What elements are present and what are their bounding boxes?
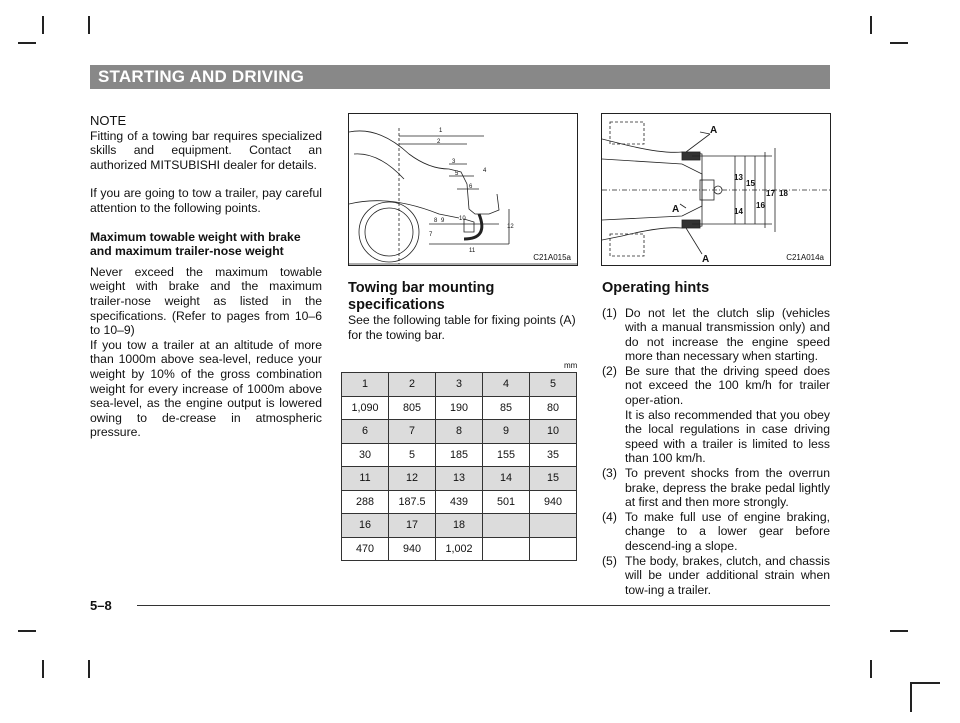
top-view-figure <box>601 113 831 266</box>
crop-mark <box>42 16 44 34</box>
dimension-label: 15 <box>746 179 755 188</box>
intro-text: If you are going to tow a trailer, pay careful attention to the following points. <box>90 186 322 215</box>
list-item: (4) To make full use of engine braking, change to a lower gear before descend-ing a slope. <box>602 509 830 553</box>
column-right <box>602 280 830 597</box>
table-cell: 155 <box>483 443 530 467</box>
dimension-label: 7 <box>429 232 433 238</box>
table-cell: 940 <box>530 490 577 514</box>
table-cell: 35 <box>530 443 577 467</box>
table-row <box>342 537 577 561</box>
section-heading: Maximum towable weight with brake and maximum trailer-nose weight <box>90 229 301 259</box>
dimension-label: 12 <box>507 224 514 230</box>
table-header-row <box>342 420 577 444</box>
table-cell <box>530 514 577 538</box>
table-header-row <box>342 467 577 491</box>
dimension-label: 18 <box>779 189 788 198</box>
dimension-label: 5 <box>455 171 459 177</box>
table-cell: 187.5 <box>389 490 436 514</box>
list-item: (1) Do not let the clutch slip (vehicles with a manual transmission only) and do not increase the engine speed more than necessary when starting. <box>602 305 830 364</box>
dimension-label: 1 <box>439 128 443 134</box>
fixing-point-label: A <box>672 204 680 215</box>
crop-mark <box>18 42 36 44</box>
table-cell: 288 <box>342 490 389 514</box>
table-cell: 190 <box>436 396 483 420</box>
side-view-figure <box>348 113 578 266</box>
column-left <box>90 114 322 440</box>
table-cell: 17 <box>389 514 436 538</box>
table-cell: 1,002 <box>436 537 483 561</box>
side-view-diagram <box>349 114 577 265</box>
table-cell: 1 <box>342 373 389 397</box>
note-label: NOTE <box>90 113 127 128</box>
fixing-point-label: A <box>702 254 710 265</box>
dimension-label: 2 <box>437 139 441 145</box>
table-cell: 439 <box>436 490 483 514</box>
crop-mark <box>42 660 44 678</box>
table-cell: 12 <box>389 467 436 491</box>
table-cell: 14 <box>483 467 530 491</box>
figure-code: C21A014a <box>786 253 824 262</box>
section-heading: Operating hints <box>602 280 710 296</box>
list-item: (5) The body, brakes, clutch, and chassis will be under additional strain when tow-ing a trailer. <box>602 553 830 597</box>
paragraph: See the following table for fixing points (A) for the towing bar. <box>348 313 576 342</box>
dimension-label: 14 <box>734 207 743 216</box>
dimension-label: 11 <box>469 248 476 254</box>
table-cell: 8 <box>436 420 483 444</box>
dimension-label: 6 <box>469 184 473 190</box>
list-item: (3) To prevent shocks from the overrun brake, depress the brake pedal lightly at first and then more strongly. <box>602 466 830 510</box>
table-cell: 80 <box>530 396 577 420</box>
table-cell: 2 <box>389 373 436 397</box>
table-row <box>342 490 577 514</box>
table-cell: 501 <box>483 490 530 514</box>
dimension-label: 8 <box>434 218 438 224</box>
fixing-point-label: A <box>710 125 718 136</box>
table-cell: 5 <box>530 373 577 397</box>
table-cell: 16 <box>342 514 389 538</box>
dimension-label: 16 <box>756 201 765 210</box>
dimension-label: 17 <box>766 189 775 198</box>
spec-table <box>341 372 577 561</box>
table-header-row <box>342 514 577 538</box>
table-header-row <box>342 373 577 397</box>
table-cell: 1,090 <box>342 396 389 420</box>
list-item: (2) Be sure that the driving speed does not exceed the 100 km/h for trailer oper-ation. It is also recommended that you obey the local regulations in case driving speed with a trailer is limited to less than 100 km/h. <box>602 363 830 466</box>
table-cell: 4 <box>483 373 530 397</box>
dimension-label: 3 <box>452 159 456 165</box>
footer-rule <box>137 605 830 606</box>
table-cell: 5 <box>389 443 436 467</box>
table-cell: 6 <box>342 420 389 444</box>
crop-mark <box>18 630 36 632</box>
table-cell: 85 <box>483 396 530 420</box>
crop-mark <box>910 682 940 684</box>
table-cell: 940 <box>389 537 436 561</box>
crop-mark <box>88 16 90 34</box>
table-cell: 18 <box>436 514 483 538</box>
table-row <box>342 396 577 420</box>
crop-mark <box>870 660 872 678</box>
dimension-label: 13 <box>734 173 743 182</box>
crop-mark <box>88 660 90 678</box>
crop-mark <box>890 42 908 44</box>
table-cell: 185 <box>436 443 483 467</box>
dimension-label: 9 <box>441 218 445 224</box>
note-text: Fitting of a towing bar requires specialized skills and equipment. Contact an authorized MITSUBISHI dealer for details. <box>90 128 322 172</box>
table-cell <box>483 514 530 538</box>
table-cell: 3 <box>436 373 483 397</box>
table-cell <box>530 537 577 561</box>
table-cell: 805 <box>389 396 436 420</box>
table-cell: 7 <box>389 420 436 444</box>
crop-mark <box>870 16 872 34</box>
crop-mark <box>910 682 912 712</box>
dimension-label: 10 <box>459 216 466 222</box>
table-cell: 10 <box>530 420 577 444</box>
paragraph: Never exceed the maximum towable weight with brake and the maximum trailer-nose weight as listed in the specifications. (Refer to pages from 10–6 to 10–9) <box>90 264 322 338</box>
top-view-diagram <box>602 114 830 265</box>
dimension-label: 4 <box>483 168 487 174</box>
page-number: 5–8 <box>90 598 112 613</box>
table-row <box>342 443 577 467</box>
table-cell: 9 <box>483 420 530 444</box>
hints-list <box>602 306 830 598</box>
paragraph: If you tow a trailer at an altitude of more than 1000m above sea-level, reduce your weight by 10% of the gross combination weight for every increase of 1000m above sea-level, as the engine output is lowered owing to de-crease in atmospheric pressure. <box>90 337 322 440</box>
table-cell <box>483 537 530 561</box>
table-cell: 11 <box>342 467 389 491</box>
crop-mark <box>890 630 908 632</box>
section-heading: Towing bar mounting specifications <box>348 280 495 313</box>
table-cell: 15 <box>530 467 577 491</box>
table-cell: 13 <box>436 467 483 491</box>
section-header: STARTING AND DRIVING <box>90 65 830 89</box>
unit-label: mm <box>564 361 578 370</box>
figure-code: C21A015a <box>533 253 571 262</box>
column-middle <box>348 280 578 342</box>
table-cell: 30 <box>342 443 389 467</box>
table-cell: 470 <box>342 537 389 561</box>
